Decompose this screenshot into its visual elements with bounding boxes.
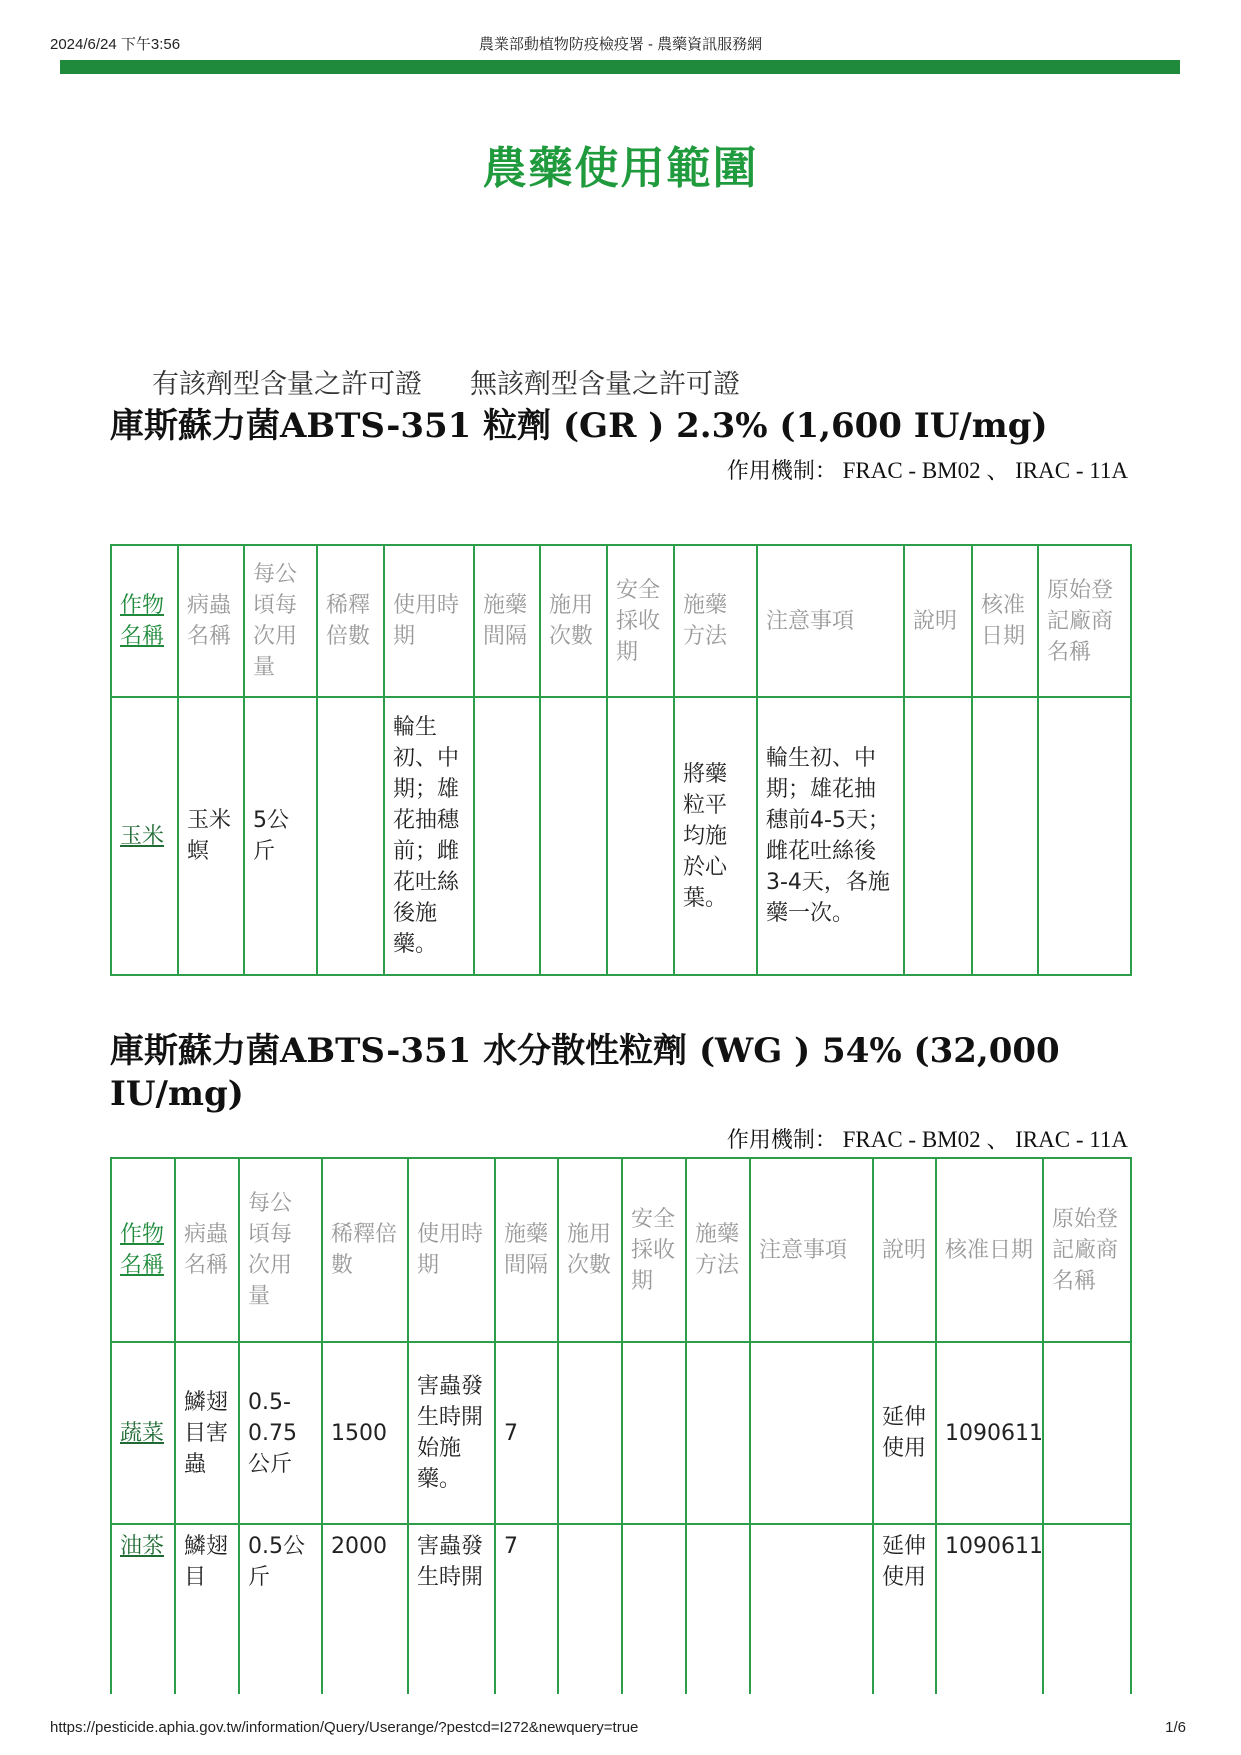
section-title: 庫斯蘇力菌ABTS-351 水分散性粒劑 (WG ) 54% (32,000 IU/mg): [110, 1031, 1060, 1114]
crop-link[interactable]: 蔬菜: [120, 1420, 165, 1446]
cell-notes: [750, 1524, 873, 1694]
cell-method: [686, 1524, 750, 1694]
cell-times: [558, 1524, 622, 1694]
cell-approve: 1090611: [936, 1342, 1043, 1524]
header-interval: 施藥間隔: [495, 1158, 558, 1342]
section-title: 庫斯蘇力菌ABTS-351 粒劑 (GR ) 2.3% (1,600 IU/mg): [110, 406, 1048, 446]
cell-dilution: 2000: [322, 1524, 408, 1694]
header-notes: 注意事項: [750, 1158, 873, 1342]
cell-approve: 1090611: [936, 1524, 1043, 1694]
header-approve: 核准日期: [936, 1158, 1043, 1342]
cell-method: 將藥粒平均施於心葉。: [674, 697, 757, 975]
crop-link[interactable]: 玉米: [120, 823, 165, 849]
header-crop[interactable]: [111, 1158, 175, 1342]
mechanism: [727, 452, 1128, 485]
tab-with-license[interactable]: 有該劑型含量之許可證: [152, 369, 422, 400]
cell-phi: [622, 1342, 686, 1524]
cell-interval: 7: [495, 1524, 558, 1694]
header-pest: 病蟲名稱: [175, 1158, 239, 1342]
cell-phi: [622, 1524, 686, 1694]
cell-dose: 5公斤: [244, 697, 317, 975]
cell-times: [558, 1342, 622, 1524]
header-method: 施藥方法: [686, 1158, 750, 1342]
mechanism-label: 作用機制：: [726, 1128, 837, 1153]
mechanism-value: FRAC - BM02 、 IRAC - 11A: [842, 1127, 1128, 1152]
cell-dose: 0.5-0.75公斤: [239, 1342, 322, 1524]
cell-times: [540, 697, 607, 975]
cell-notes: 輪生初、中期；雄花抽穗前4-5天；雌花吐絲後3-4天，各施藥一次。: [757, 697, 904, 975]
header-pest: 病蟲名稱: [178, 545, 244, 697]
header-dilution: 稀釋倍數: [317, 545, 384, 697]
header-desc: 說明: [873, 1158, 936, 1342]
header-method: 施藥方法: [674, 545, 757, 697]
cell-dose: 0.5公斤: [239, 1524, 322, 1694]
header-phi: 安全採收期: [622, 1158, 686, 1342]
table-row: [111, 1342, 1131, 1524]
header-phi: 安全採收期: [607, 545, 674, 697]
cell-pest: 鱗翅目: [175, 1524, 239, 1694]
mechanism-value: FRAC - BM02 、 IRAC - 11A: [842, 458, 1128, 483]
header-timing: 使用時期: [384, 545, 474, 697]
print-url: https://pesticide.aphia.gov.tw/information/Query/Userange/?pestcd=I272&newquery=true: [50, 1719, 639, 1736]
cell-timing: 害蟲發生時開始施藥。: [408, 1342, 495, 1524]
cell-crop[interactable]: [111, 1342, 175, 1524]
cell-desc: 延伸使用: [873, 1524, 936, 1694]
header-dilution: 稀釋倍數: [322, 1158, 408, 1342]
cell-method: [686, 1342, 750, 1524]
usage-table: [110, 1157, 1132, 1694]
header-dose: 每公頃每次用量: [244, 545, 317, 697]
header-notes: 注意事項: [757, 545, 904, 697]
tab-without-license[interactable]: 無該劑型含量之許可證: [470, 369, 740, 400]
cell-maker: [1043, 1342, 1131, 1524]
sort-crop-link[interactable]: 作物名稱: [120, 1222, 165, 1278]
cell-interval: [474, 697, 540, 975]
cell-approve: [972, 697, 1038, 975]
header-maker: 原始登記廠商名稱: [1038, 545, 1131, 697]
cell-maker: [1038, 697, 1131, 975]
print-page-number: 1/6: [1165, 1719, 1186, 1736]
cell-pest: 鱗翅目害蟲: [175, 1342, 239, 1524]
cell-timing: 輪生初、中期；雄花抽穗前；雌花吐絲後施藥。: [384, 697, 474, 975]
print-datetime: 2024/6/24 下午3:56: [50, 36, 181, 53]
header-timing: 使用時期: [408, 1158, 495, 1342]
page-title: 農藥使用範圍: [482, 143, 759, 194]
cell-dilution: 1500: [322, 1342, 408, 1524]
usage-table: [110, 544, 1132, 976]
header-times: 施用次數: [540, 545, 607, 697]
cell-timing: 害蟲發生時開: [408, 1524, 495, 1694]
cell-interval: 7: [495, 1342, 558, 1524]
header-interval: 施藥間隔: [474, 545, 540, 697]
cell-phi: [607, 697, 674, 975]
cell-crop[interactable]: [111, 697, 178, 975]
cell-pest: 玉米螟: [178, 697, 244, 975]
print-page-title: 農業部動植物防疫檢疫署 - 農藥資訊服務網: [478, 36, 763, 53]
sort-crop-link[interactable]: 作物名稱: [120, 593, 165, 649]
cell-maker: [1043, 1524, 1131, 1694]
green-header-bar: [60, 60, 1180, 74]
cell-notes: [750, 1342, 873, 1524]
license-tabs: [152, 362, 788, 401]
mechanism: [727, 1121, 1128, 1154]
header-desc: 說明: [904, 545, 972, 697]
mechanism-label: 作用機制：: [726, 459, 837, 484]
header-approve: 核准日期: [972, 545, 1038, 697]
cell-dilution: [317, 697, 384, 975]
crop-link[interactable]: 油茶: [120, 1534, 165, 1559]
cell-desc: 延伸使用: [873, 1342, 936, 1524]
table-header-row: [111, 1158, 1131, 1342]
header-times: 施用次數: [558, 1158, 622, 1342]
cell-crop[interactable]: [111, 1524, 175, 1694]
table-row: [111, 1524, 1131, 1694]
cell-desc: [904, 697, 972, 975]
header-maker: 原始登記廠商名稱: [1043, 1158, 1131, 1342]
header-dose: 每公頃每次用量: [239, 1158, 322, 1342]
table-row: [111, 697, 1131, 975]
table-header-row: [111, 545, 1131, 697]
header-crop[interactable]: [111, 545, 178, 697]
